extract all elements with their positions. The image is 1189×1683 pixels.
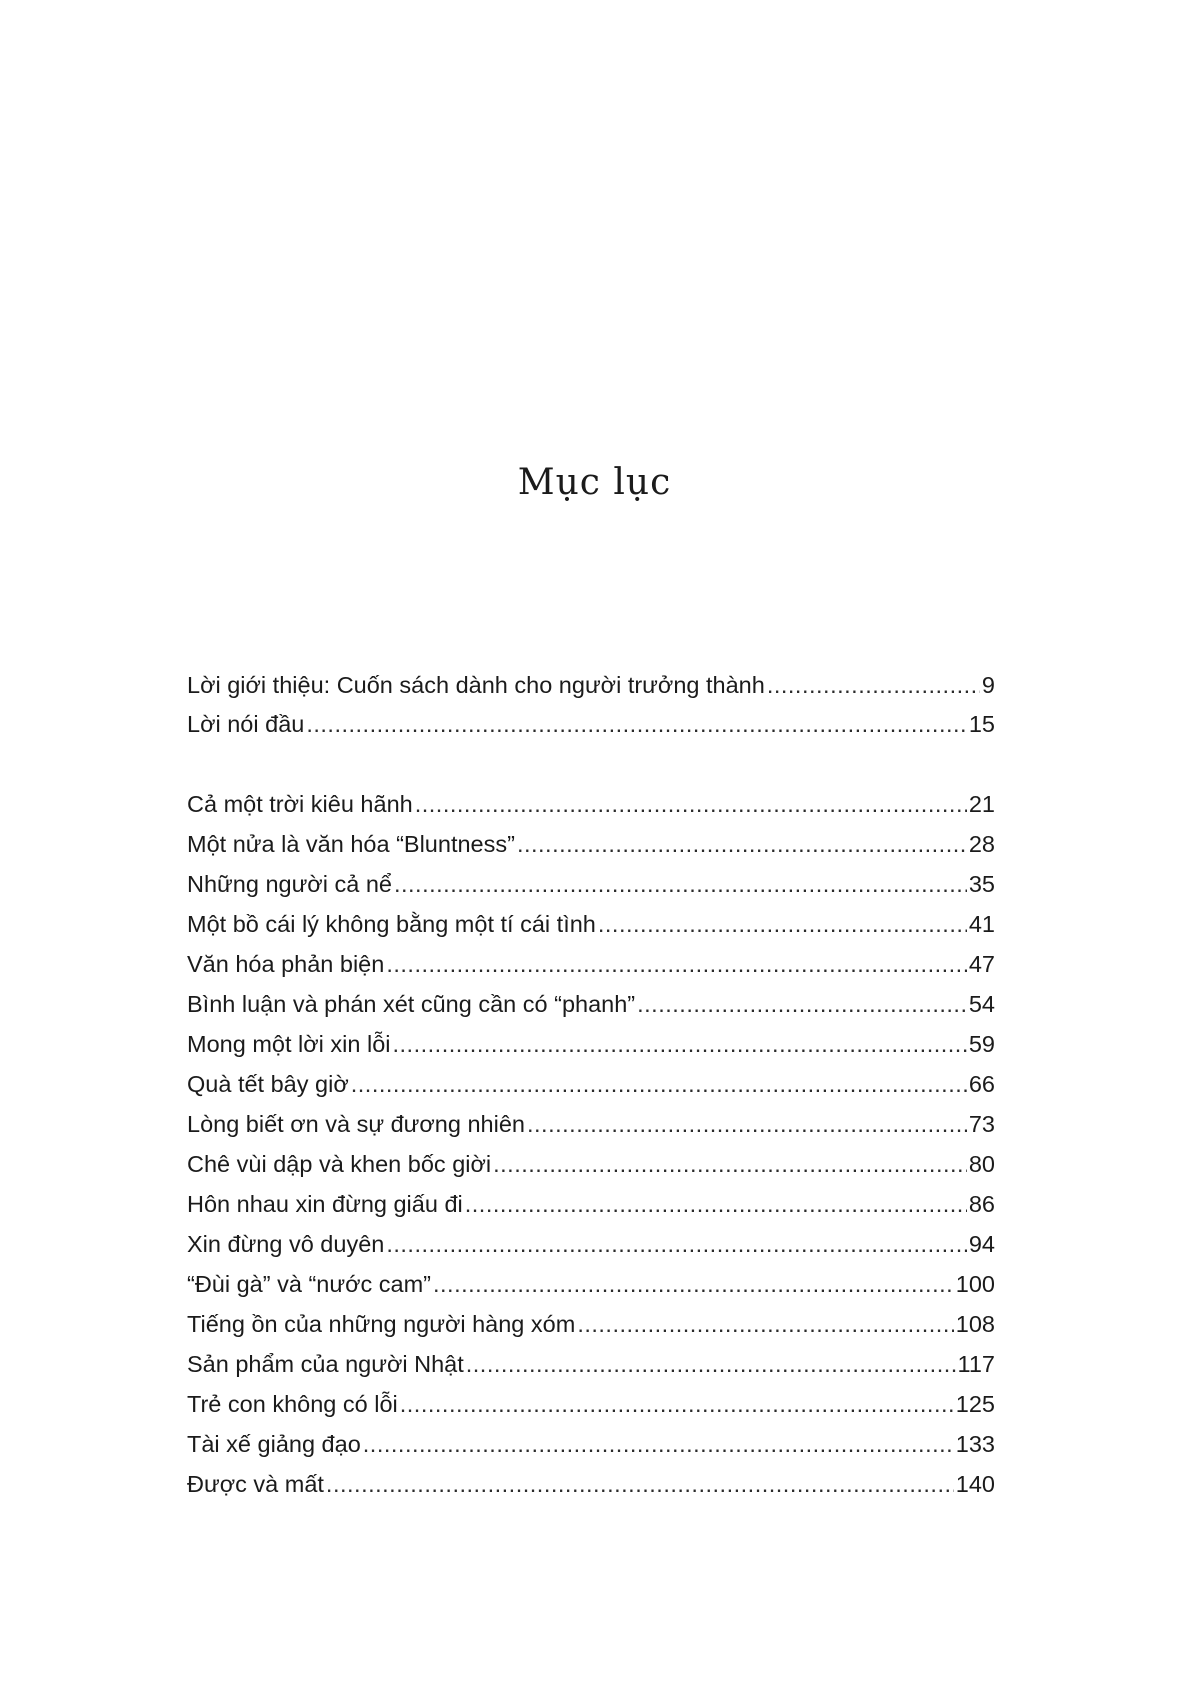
toc-entry-page-number: 80	[968, 1151, 995, 1177]
toc-entry-page-number: 133	[955, 1431, 995, 1457]
toc-entry-chapter[interactable]	[187, 946, 995, 982]
toc-entry-page-number: 73	[968, 1111, 995, 1137]
toc-entry-title: Xin đừng vô duyên	[187, 1231, 385, 1257]
dot-leader	[767, 667, 980, 703]
toc-entry-page-number: 117	[957, 1351, 995, 1377]
dot-leader	[493, 1146, 967, 1182]
dot-leader	[577, 1306, 953, 1342]
toc-entry-page-number: 66	[968, 1071, 995, 1097]
toc-entry-chapter[interactable]	[187, 986, 995, 1022]
toc-entry-title: Bình luận và phán xét cũng cần có “phanh”	[187, 991, 636, 1017]
toc-entry-title: Tài xế giảng đạo	[187, 1431, 361, 1457]
toc-entry-chapter[interactable]	[187, 1066, 995, 1102]
toc-entry-title: Trẻ con không có lỗi	[187, 1391, 398, 1417]
toc-entry-chapter[interactable]	[187, 1306, 995, 1342]
dot-leader	[386, 946, 967, 982]
toc-entry-title: Chê vùi dập và khen bốc giời	[187, 1151, 492, 1177]
toc-entry-page-number: 41	[968, 911, 995, 937]
toc-entry-title: Những người cả nể	[187, 871, 392, 897]
toc-entry-title: Được và mất	[187, 1471, 324, 1497]
toc-entry-title: Lời nói đầu	[187, 711, 305, 737]
dot-leader	[465, 1186, 967, 1222]
toc-entry-page-number: 86	[968, 1191, 995, 1217]
toc-entry-page-number: 15	[968, 711, 995, 737]
dot-leader	[527, 1106, 967, 1142]
toc-entry-chapter[interactable]	[187, 1386, 995, 1422]
toc-entry-page-number: 21	[968, 791, 995, 817]
dot-leader	[466, 1346, 956, 1382]
toc-entry-chapter[interactable]	[187, 1226, 995, 1262]
toc-entry-title: Một bồ cái lý không bằng một tí cái tình	[187, 911, 596, 937]
dot-leader	[326, 1466, 954, 1502]
toc-entry-chapter[interactable]	[187, 826, 995, 862]
toc-entry-chapter[interactable]	[187, 786, 995, 822]
toc-entry-chapter[interactable]	[187, 1266, 995, 1302]
toc-entry-page-number: 94	[968, 1231, 995, 1257]
toc-entry-page-number: 35	[968, 871, 995, 897]
dot-leader	[392, 1026, 966, 1062]
toc-entry-page-number: 100	[955, 1271, 995, 1297]
toc-entry-page-number: 140	[955, 1471, 995, 1497]
toc-entry-title: Hôn nhau xin đừng giấu đi	[187, 1191, 463, 1217]
toc-entry-title: Sản phẩm của người Nhật	[187, 1351, 464, 1377]
dot-leader	[598, 906, 967, 942]
toc-entry-chapter[interactable]	[187, 1346, 995, 1382]
toc-entry-page-number: 9	[981, 672, 995, 698]
toc-entry-preface[interactable]	[187, 706, 995, 742]
toc-entry-chapter[interactable]	[187, 1186, 995, 1222]
toc-entry-chapter[interactable]	[187, 906, 995, 942]
toc-entry-page-number: 108	[955, 1311, 995, 1337]
toc-entry-chapter[interactable]	[187, 1146, 995, 1182]
toc-entry-title: Cả một trời kiêu hãnh	[187, 791, 413, 817]
toc-entry-chapter[interactable]	[187, 866, 995, 902]
dot-leader	[394, 866, 967, 902]
toc-entry-title: Một nửa là văn hóa “Bluntness”	[187, 831, 515, 857]
toc-entry-page-number: 47	[968, 951, 995, 977]
toc-entry-chapter[interactable]	[187, 1106, 995, 1142]
dot-leader	[400, 1386, 954, 1422]
toc-entry-chapter[interactable]	[187, 1426, 995, 1462]
dot-leader	[517, 826, 967, 862]
toc-entry-chapter[interactable]	[187, 1466, 995, 1502]
toc-entry-introduction[interactable]	[187, 667, 995, 703]
dot-leader	[306, 706, 967, 742]
dot-leader	[433, 1266, 954, 1302]
dot-leader	[351, 1066, 967, 1102]
toc-entry-page-number: 28	[968, 831, 995, 857]
toc-entry-title: Lòng biết ơn và sự đương nhiên	[187, 1111, 525, 1137]
dot-leader	[637, 986, 967, 1022]
toc-entry-title: “Đùi gà” và “nước cam”	[187, 1271, 431, 1297]
toc-entry-title: Tiếng ồn của những người hàng xóm	[187, 1311, 576, 1337]
toc-entry-title: Mong một lời xin lỗi	[187, 1031, 391, 1057]
dot-leader	[415, 786, 967, 822]
toc-entry-page-number: 54	[968, 991, 995, 1017]
toc-entry-title: Quà tết bây giờ	[187, 1071, 349, 1097]
toc-entry-title: Văn hóa phản biện	[187, 951, 385, 977]
page-title: Mục lục	[517, 462, 672, 503]
toc-entry-chapter[interactable]	[187, 1026, 995, 1062]
dot-leader	[386, 1226, 967, 1262]
dot-leader	[363, 1426, 954, 1462]
toc-entry-page-number: 125	[955, 1391, 995, 1417]
toc-entry-page-number: 59	[968, 1031, 995, 1057]
toc-entry-title: Lời giới thiệu: Cuốn sách dành cho người trưởng thành	[187, 672, 765, 698]
